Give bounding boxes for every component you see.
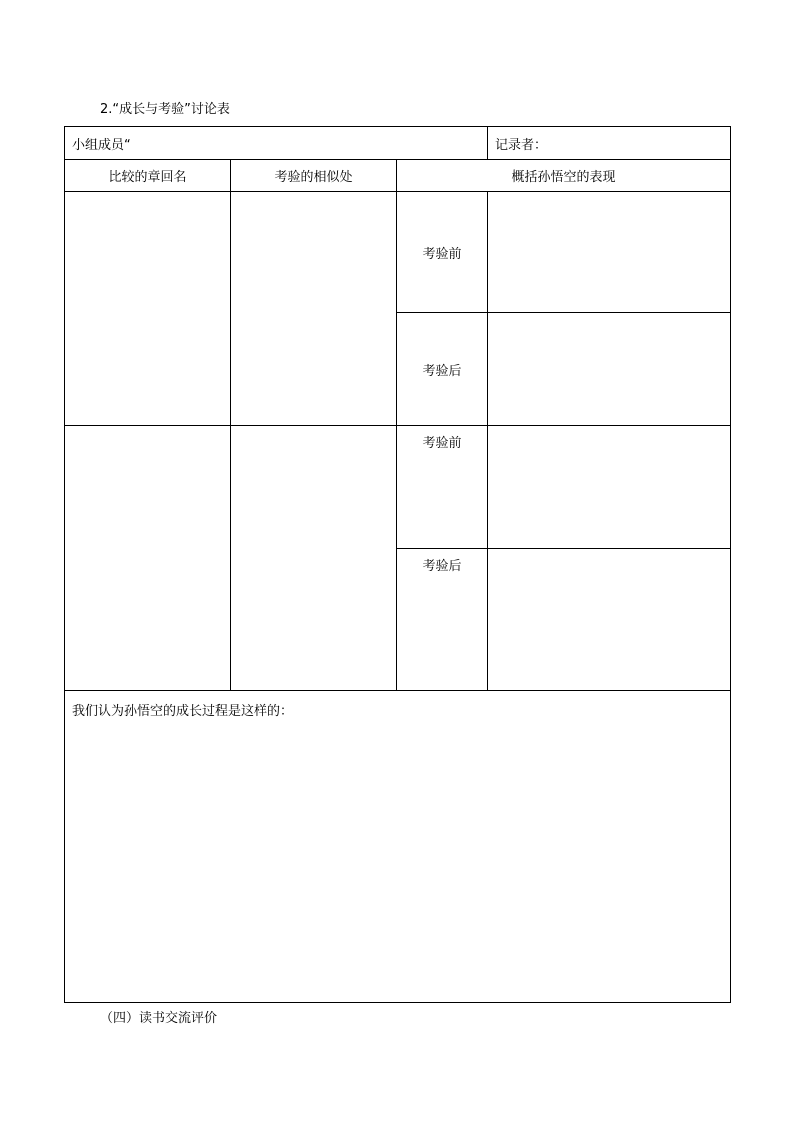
header-row <box>65 160 731 192</box>
after-test-label: 考验后 <box>397 313 488 426</box>
similarity-header: 考验的相似处 <box>231 160 397 192</box>
chapter-header: 比较的章回名 <box>65 160 231 192</box>
performance-header: 概括孙悟空的表现 <box>397 160 731 192</box>
info-row <box>65 127 731 160</box>
before-test-label: 考验前 <box>397 192 488 313</box>
after-test-label: 考验后 <box>397 549 488 691</box>
before-test-label: 考验前 <box>397 426 488 549</box>
discussion-table <box>64 126 731 1003</box>
footer-heading: （四）读书交流评价 <box>100 1011 218 1026</box>
after-test-input-cell[interactable] <box>488 549 731 691</box>
comparison-row-1-before <box>65 192 731 313</box>
chapter-input-cell[interactable] <box>65 426 231 691</box>
comparison-row-2-before <box>65 426 731 549</box>
before-test-input-cell[interactable] <box>488 426 731 549</box>
summary-cell[interactable] <box>65 691 731 1003</box>
group-members-cell[interactable] <box>65 127 488 160</box>
after-test-input-cell[interactable] <box>488 313 731 426</box>
section-heading: 2.“成长与考验”讨论表 <box>100 102 230 117</box>
summary-row <box>65 691 731 1003</box>
recorder-cell[interactable] <box>488 127 731 160</box>
similarity-input-cell[interactable] <box>231 426 397 691</box>
summary-label: 我们认为孙悟空的成长过程是这样的： <box>72 704 294 719</box>
group-members-label: 小组成员“ <box>72 137 131 153</box>
recorder-label: 记录者： <box>495 137 548 153</box>
chapter-input-cell[interactable] <box>65 192 231 426</box>
before-test-input-cell[interactable] <box>488 192 731 313</box>
similarity-input-cell[interactable] <box>231 192 397 426</box>
